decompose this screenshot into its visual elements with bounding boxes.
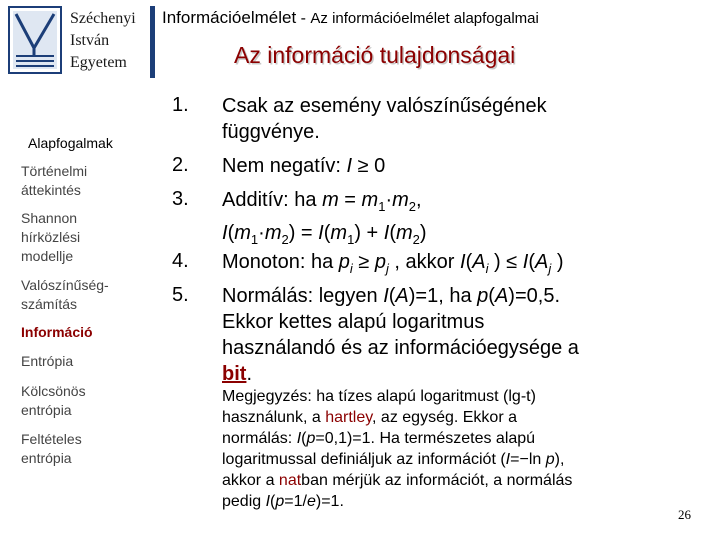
list-number: 2. [172,154,189,176]
sidebar-item-entropia[interactable] [21,352,73,371]
university-logo [8,6,62,74]
sidebar-item-felteteles-entropia[interactable] [21,430,82,468]
list-item-variable: I [346,155,353,177]
note-text: , az egység. Ekkor a [372,409,517,426]
sidebar-item-valoszinusegszamitas[interactable] [21,276,109,314]
sidebar-item-informacio[interactable] [21,323,93,342]
note-line: logaritmussal definiáljuk az információt (I=−ln p), [222,451,565,468]
note-line [222,470,682,491]
title-separator: - [296,10,311,27]
note-line: Megjegyzés: ha tízes alapú logaritmust (lg-t) [222,388,536,405]
university-name [70,8,136,74]
list-item-5 [222,283,579,387]
sidebar-item-label: hírközlési [21,229,81,245]
hartley-term: hartley [325,409,373,426]
bit-term: bit [222,363,247,385]
sidebar-item-label: Feltételes [21,431,82,447]
sidebar-item-label: Entrópia [21,353,74,369]
nat-term: nat [278,472,302,489]
list-item-text: . [246,363,252,385]
list-item-line: Csak az esemény valószínűségének [222,95,547,117]
sidebar-item-label: Információ [21,324,93,340]
list-item-text: Nem negatív: [222,155,347,177]
remark-note [222,386,682,512]
list-item-text: ≥ 0 [352,155,386,177]
list-item-text: Additív: ha [222,189,323,211]
sidebar-item-label: Valószínűség- [21,277,109,293]
list-item-line: Normálás: legyen I(A)=1, ha p(A)=0,5. [222,285,560,307]
additivity-formula: $I(m_1\cdot m_2) = I(m_1) + I(m_2)$ [222,222,427,247]
note-text: akkor a [222,472,279,489]
slide-title: Az információ tulajdonságai [234,42,516,68]
note-line: pedig I(p=1/e)=1. [222,493,344,510]
university-name-line: Széchenyi [70,10,136,27]
sidebar-item-label: áttekintés [21,182,81,198]
sidebar-item-label: modellje [21,248,74,264]
note-line [222,407,682,428]
header-divider [150,6,155,78]
university-name-line: Egyetem [70,54,127,71]
list-number: 4. [172,250,189,272]
note-text: használunk, a [222,409,326,426]
page-number: 26 [678,507,691,522]
sidebar-item-label: entrópia [21,450,72,466]
note-text: ban mérjük az információt, a normálás [301,472,573,489]
sidebar-item-label: entrópia [21,402,72,418]
sidebar-item-label: Történelmi [21,163,88,179]
list-item-3: Additív: ha $m = m_1\cdot m_2$, $I(m_1\cdot m_2) = I(m_1) + I(m_2)$ [222,187,427,253]
sidebar-item-tortenelmi-attekintes[interactable] [21,162,87,200]
list-item-line: függvénye. [222,121,320,143]
note-line: normálás: I(p=0,1)=1. Ha természetes alapú [222,430,536,447]
list-item-text: Monoton: ha [222,251,339,273]
sidebar-item-label: Kölcsönös [21,383,86,399]
list-item-2 [222,153,385,179]
sidebar-item-label: számítás [21,296,78,312]
list-item-4: Monoton: ha $p_i \ge p_j$ , akkor $I(A_i$ ) ≤ $I(A_j$ ) [222,251,564,276]
list-number: 3. [172,188,189,210]
course-name: Információelmélet [162,8,297,27]
course-title [162,8,539,28]
university-name-line: István [70,32,110,49]
list-number: 5. [172,284,189,306]
list-number: 1. [172,94,189,116]
sidebar-heading: Alapfogalmak [28,135,113,151]
sidebar-item-label: Shannon [21,210,78,226]
list-item-line: használandó és az információegysége a [222,337,579,359]
list-item-1 [222,93,547,145]
course-topic: Az információelmélet alapfogalmai [310,10,539,27]
sidebar-item-shannon-modell[interactable] [21,209,80,266]
sidebar-item-kolcsonos-entropia[interactable] [21,382,86,420]
list-item-line: Ekkor kettes alapú logaritmus [222,311,485,333]
